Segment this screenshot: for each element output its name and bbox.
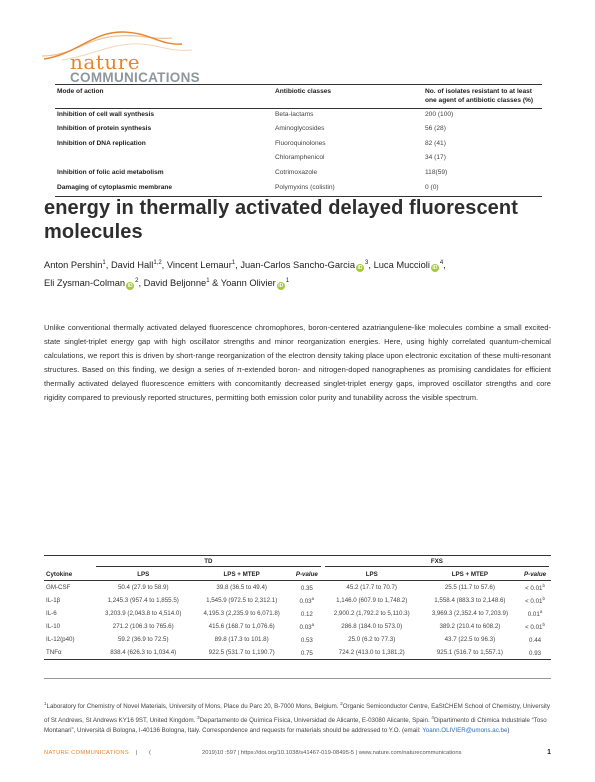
- separator: ,: [105, 260, 109, 271]
- table-cell: Inhibition of DNA replication: [57, 139, 146, 147]
- table-cell: 59.2 (36.9 to 72.5): [117, 636, 169, 644]
- table-cell: [291, 646, 323, 660]
- footnote-marker: a: [311, 622, 315, 628]
- table-cell: 415.6 (168.7 to 1,076.6): [208, 623, 275, 631]
- separator: ,: [443, 260, 446, 271]
- affiliation-marker: 1: [285, 278, 290, 285]
- p-value: < 0.01: [525, 624, 543, 632]
- column-header: P-value: [519, 569, 551, 581]
- table-cell: 39.8 (36.5 to 49.4): [216, 584, 267, 592]
- p-value: 0.03: [299, 624, 312, 632]
- table-cell: 89.8 (17.3 to 101.8): [214, 636, 269, 644]
- footnote-divider: [44, 678, 551, 679]
- table-row: [44, 607, 551, 620]
- group-label: FXS: [325, 558, 549, 567]
- column-header: LPS + MTEP: [192, 569, 290, 581]
- table-cell: [291, 633, 323, 646]
- orcid-icon[interactable]: iD: [278, 283, 284, 290]
- table-cell: [291, 620, 323, 633]
- table-cell: [291, 594, 323, 607]
- separator: ,: [368, 260, 371, 271]
- author-name[interactable]: Anton Pershin: [44, 260, 103, 271]
- footnote-marker: a: [311, 596, 315, 602]
- table-row: [55, 138, 542, 153]
- table-cell: 2,900.2 (1,792.2 to 5,110.3): [333, 610, 410, 618]
- footer-separator: |: [136, 750, 138, 756]
- affiliation-marker: 1: [231, 260, 236, 266]
- author-name[interactable]: Juan-Carlos Sancho-Garcia: [240, 260, 356, 271]
- affiliation-marker: 3: [197, 714, 200, 720]
- column-header: No. of isolates resistant to at least one agent of antibiotic classes (%): [423, 85, 542, 109]
- p-value: 0.93: [529, 650, 542, 658]
- table-cell: 389.2 (210.4 to 608.2): [439, 623, 501, 631]
- table-row: [55, 167, 542, 182]
- table-cell: 4,195.3 (2,235.9 to 6,071.8): [203, 610, 280, 618]
- affiliation-marker: 4: [439, 260, 444, 266]
- table-cell: [519, 646, 551, 660]
- page-number: 1: [547, 749, 551, 756]
- affiliation-marker: 2: [340, 701, 343, 706]
- table-cell: 56 (28): [425, 125, 446, 133]
- column-header: Cytokine: [44, 569, 94, 581]
- affiliation-text: Laboratory for Chemistry of Novel Materials, University of Mons, Place du Parc 20, B-7000 Mons, Belgium.: [46, 703, 339, 711]
- abstract: Unlike conventional thermally activated delayed fluorescence chromophores, boron-centered azatriangulene-like molecules combine a small excited-state singlet-triplet energy gap with high oscillator strengths and minor reorganization energies. Here, using highly correlated quantum-chemical calculations, we report this is driven by short-range reorganization of the electron density taking place upon electronic excitation of these multi-resonant structures. Based on this finding, we design a series of π-extended boron- and nitrogen-doped nanographenes as promising candidates for efficient thermally activated delayed fluorescence emitters with concomitantly decreased singlet-triplet energy gaps, improved oscillator strengths and core rigidity compared to previously reported structures, permitting both emission color purity and tunability across the visible spectrum.: [44, 323, 551, 402]
- table-cell: 3,203.9 (2,043.8 to 4,514.0): [105, 610, 182, 618]
- table-cell: Inhibition of cell wall synthesis: [57, 111, 155, 119]
- table-cell: 724.2 (413.0 to 1,381.2): [323, 646, 421, 660]
- table-cell: [519, 581, 551, 595]
- column-header: P-value: [291, 569, 323, 581]
- p-value: 0.12: [300, 611, 313, 619]
- table-header-row: [55, 85, 542, 109]
- column-header: LPS + MTEP: [421, 569, 519, 581]
- conjunction: &: [212, 278, 219, 289]
- p-value: 0.01: [527, 611, 540, 619]
- table-cell: 118(59): [425, 169, 448, 176]
- table-group-row: [44, 556, 551, 570]
- table-header-row: [44, 569, 551, 581]
- table-cell: IL-12(p40): [46, 636, 75, 644]
- affiliation-text: Departamento de Química Física, Universidad de Alicante, E-03080 Alicante, Spain.: [199, 716, 430, 724]
- author-name[interactable]: Eli Zysman-Colman: [44, 278, 126, 289]
- footer-paren: (: [149, 750, 151, 756]
- footnote-marker: a: [539, 609, 543, 615]
- table-cell: Fluoroquinolones: [275, 139, 326, 147]
- table-cell: 3,969.3 (2,352.4 to 7,203.9): [431, 610, 509, 618]
- correspondence-email-link[interactable]: Yoann.OLIVIER@umons.ac.be: [422, 727, 508, 735]
- footer-journal-name: NATURE COMMUNICATIONS: [44, 750, 129, 756]
- author-name[interactable]: Vincent Lemaur: [166, 260, 232, 271]
- table-cell: 1,146.0 (607.9 to 1,748.2): [336, 597, 408, 605]
- table-row: [55, 109, 542, 124]
- table-cell: IL-1β: [46, 597, 61, 605]
- article-title: energy in thermally activated delayed fluorescent molecules: [44, 197, 518, 243]
- table-row: [55, 123, 542, 138]
- table-cell: Cotrimoxazole: [275, 169, 318, 176]
- table-cell: 50.4 (27.9 to 58.9): [117, 584, 169, 592]
- table-cell: [291, 581, 323, 595]
- author-name[interactable]: Yoann Olivier: [220, 278, 276, 289]
- affiliation-marker: 3: [365, 260, 369, 266]
- empty-header: [44, 556, 94, 570]
- table-cell: Aminoglycosides: [275, 125, 325, 133]
- table-row: [55, 182, 542, 197]
- table-cell: 1,245.3 (957.4 to 1,855.5): [107, 597, 179, 605]
- table-row: [44, 594, 551, 607]
- column-header: Antibiotic classes: [273, 85, 423, 109]
- affiliation-text: Organic Semiconductor Centre, EaStCHEM School of Chemistry, University of St Andrews, St Andrews KY16 9ST, United Kingdom.: [44, 703, 550, 724]
- table-cell: TNFα: [44, 646, 94, 660]
- table-cell: 82 (41): [425, 139, 446, 147]
- column-header: LPS: [323, 569, 421, 581]
- closing-paren: ): [507, 727, 510, 735]
- orcid-icon[interactable]: iD: [127, 283, 133, 290]
- table-cell: 838.4 (626.3 to 1,034.4): [94, 646, 192, 660]
- orcid-icon[interactable]: iD: [432, 265, 438, 272]
- table-cell: 1,558.4 (883.3 to 2,148.6): [434, 597, 506, 605]
- table-cell: 43.7 (22.5 to 96.3): [444, 636, 496, 644]
- affiliation-marker: 1: [102, 260, 106, 266]
- footnote-marker: b: [542, 622, 545, 628]
- author-name[interactable]: David Beljonne: [143, 278, 207, 289]
- author-list: [44, 255, 564, 291]
- table-cell: 1,545.9 (972.5 to 2,312.1): [206, 597, 278, 605]
- logo-communications-text: COMMUNICATIONS: [70, 70, 200, 85]
- affiliation-marker: 1: [206, 278, 210, 285]
- table-cell: 200 (100): [425, 111, 454, 119]
- p-value: < 0.01: [525, 585, 543, 593]
- p-value: 0.35: [300, 585, 313, 593]
- table-cell: IL-10: [46, 623, 61, 631]
- table-cell: Beta-lactams: [275, 111, 314, 119]
- affiliation-text: Dipartimento di Chimica Industriale “Toso Montanari”, Università di Bologna, I-40136 Bologna, Italy. Correspondence and requests for materials should be addressed to Y.O. (email:: [44, 716, 547, 735]
- footnote-marker: b: [542, 583, 545, 588]
- table-cell: 922.5 (531.7 to 1,190.7): [192, 646, 290, 660]
- table-cell: 34 (17): [425, 154, 446, 162]
- group-label: TD: [96, 558, 321, 567]
- affiliation-marker: 1,2: [153, 260, 162, 266]
- table-cell: Damaging of cytoplasmic membrane: [55, 182, 273, 197]
- table-cell: 25.0 (6.2 to 77.3): [348, 636, 396, 644]
- separator: ,: [235, 260, 238, 271]
- table-cell: [519, 594, 551, 607]
- table-cell: 271.2 (106.3 to 765.6): [112, 623, 174, 631]
- table-cell: Polymyxins (colistin): [273, 182, 423, 197]
- journal-logo: [32, 26, 232, 85]
- column-header: Mode of action: [55, 85, 273, 109]
- table-cell: 0 (0): [423, 182, 542, 197]
- table-cell: 45.2 (17.7 to 70.7): [346, 584, 397, 592]
- affiliation-marker: 2: [135, 278, 139, 285]
- table-cell: 25.5 (11.7 to 57.6): [444, 584, 495, 592]
- affiliation-marker: 1: [44, 701, 47, 706]
- group-header-fxs: [323, 556, 551, 570]
- author-name[interactable]: Luca Muccioli: [373, 260, 430, 271]
- table-row: [44, 581, 551, 595]
- table-row: [44, 633, 551, 646]
- table-cell: [519, 633, 551, 646]
- table-cell: Inhibition of folic acid metabolism: [57, 169, 164, 176]
- author-name[interactable]: David Hall: [110, 260, 154, 271]
- affiliation-marker: 4: [431, 714, 434, 720]
- table-cell: [291, 607, 323, 620]
- logo-nature-text: nature: [70, 50, 141, 74]
- p-value: 0.03: [299, 598, 312, 606]
- table-cell: IL-6: [46, 610, 57, 618]
- footer-citation-doi-link[interactable]: 2019)10 :597 | https://doi.org/10.1038/s41467-019-08495-5 | www.nature.com/naturecommunications: [202, 750, 462, 756]
- table-cell: 925.1 (516.7 to 1,557.1): [421, 646, 519, 660]
- column-header: LPS: [94, 569, 192, 581]
- table-cell: [55, 152, 273, 167]
- cytokine-table: [44, 555, 551, 660]
- affiliations-footnote: [44, 699, 554, 737]
- table-cell: 286.8 (184.0 to 573.0): [341, 623, 403, 631]
- table-cell: GM-CSF: [46, 584, 71, 592]
- orcid-icon[interactable]: iD: [357, 265, 363, 272]
- p-value: < 0.01: [525, 598, 543, 606]
- table-row: [55, 152, 542, 167]
- p-value: 0.75: [300, 650, 313, 658]
- antibiotic-table: [55, 84, 542, 197]
- table-cell: [519, 607, 551, 620]
- p-value: 0.53: [300, 637, 313, 645]
- table-row: [44, 620, 551, 633]
- separator: ,: [161, 260, 165, 271]
- footnote-marker: b: [542, 596, 545, 602]
- table-row: [44, 646, 551, 660]
- table-cell: Inhibition of protein synthesis: [57, 125, 152, 133]
- table-cell: [519, 620, 551, 633]
- p-value: 0.44: [529, 637, 542, 645]
- group-header-td: [94, 556, 323, 570]
- separator: ,: [138, 278, 142, 289]
- table-cell: Chloramphenicol: [275, 154, 325, 162]
